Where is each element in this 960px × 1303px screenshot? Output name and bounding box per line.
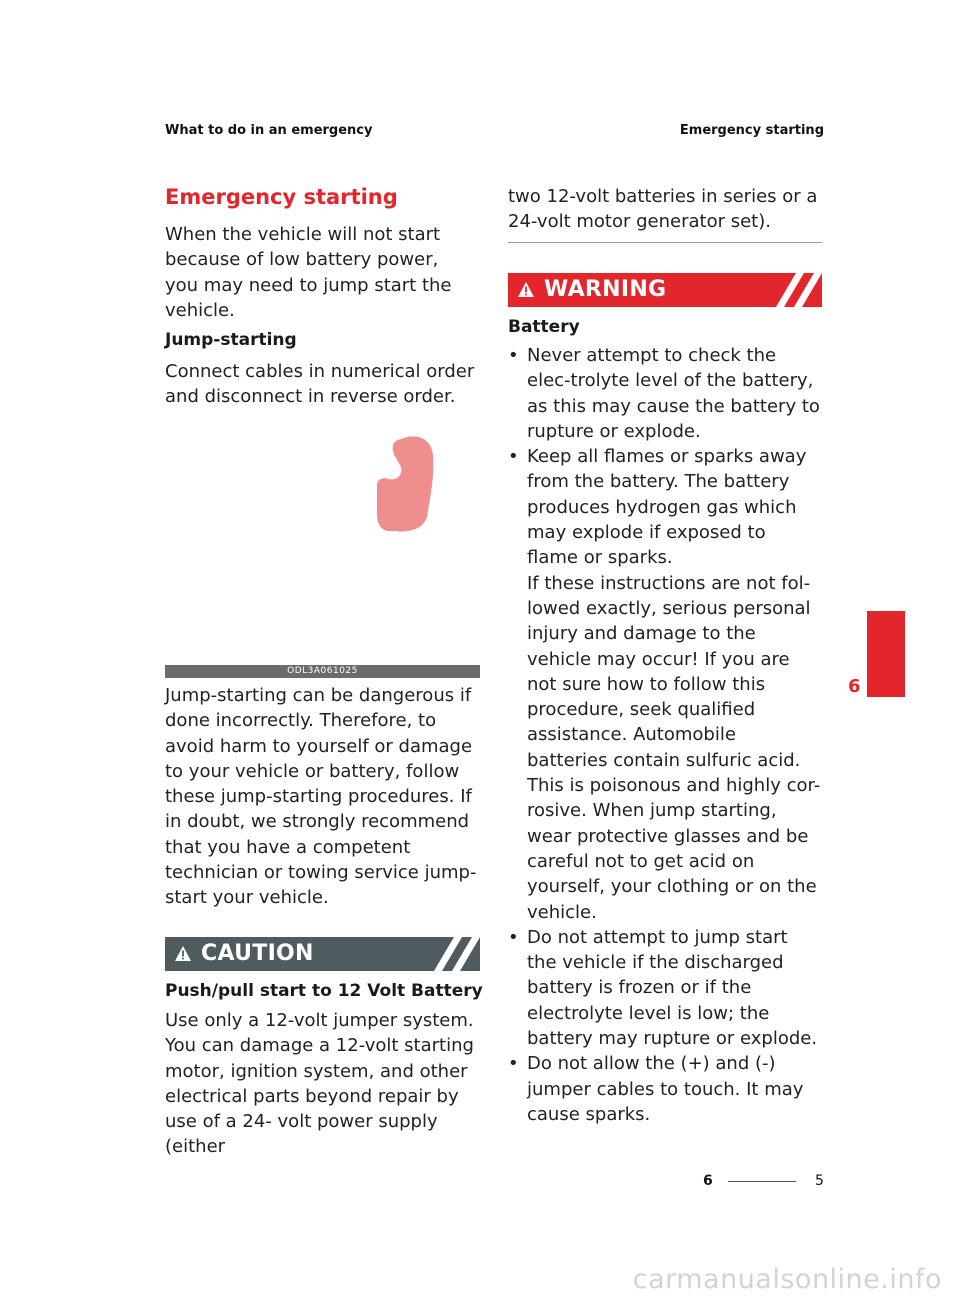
jump-start-illustration (165, 425, 480, 665)
list-item: • Do not attempt to jump start the vehicle if the discharged battery is frozen or if the electrolyte level is low; the battery may rupture or explode. (508, 926, 818, 1050)
running-header-left: What to do in an emergency (165, 123, 373, 138)
list-item: • Never attempt to check the elec-trolyte level of the battery, as this may cause the battery to rupture or explode. (508, 345, 820, 442)
diagonal-stripes-icon (772, 273, 822, 307)
clamp-illustration-icon (165, 425, 480, 665)
chapter-tab (867, 611, 905, 697)
footer-divider (728, 1181, 796, 1182)
warning-triangle-icon (175, 946, 191, 961)
bullet-text: Do not attempt to jump start the vehicle if the discharged battery is frozen or if the electrolyte level is low; the battery may rupture or explode. (527, 926, 818, 1050)
watermark: carmanualsonline.info (632, 1264, 942, 1295)
jump-starting-description: Jump-starting can be dangerous if done incorrectly. Therefore, to avoid harm to yourself or damage to your vehicle or battery, follow these jump-starting procedures. If in doubt, we strongly recommend that you have a competent technician or towing service jump-start your vehicle. (165, 685, 477, 909)
warning-triangle-icon (518, 282, 534, 297)
divider (508, 242, 822, 243)
warning-label: WARNING (544, 277, 667, 302)
chapter-tab-number: 6 (848, 676, 861, 697)
caution-continuation: two 12-volt batteries in series or a 24-volt motor generator set). (508, 186, 818, 233)
caution-heading: Push/pull start to 12 Volt Battery (165, 981, 483, 1001)
image-caption: ODL3A061025 (165, 665, 480, 678)
running-header-right: Emergency starting (679, 123, 824, 138)
section-title: Emergency starting (165, 185, 398, 209)
jump-starting-heading: Jump-starting (165, 330, 297, 350)
footer-page-number: 5 (815, 1173, 824, 1189)
list-item: • Keep all flames or sparks away from the battery. The battery produces hydrogen gas which may explode if exposed to flame or sparks. If these instructions are not fol-lowed exactly, serious personal injury and damage to the vehicle may occur! If you are not sure how to follow this procedure, seek qualified assistance. Automobile batteries contain sulfuric acid. This is poisonous and highly cor-rosive. When jump starting, wear protective glasses and be careful not to get acid on yourself, your clothing or on the vehicle. (508, 444, 822, 925)
footer-chapter-number: 6 (703, 1173, 713, 1189)
caution-label: CAUTION (201, 941, 314, 966)
intro-paragraph: When the vehicle will not start because of low battery power, you may need to jump start the vehicle. (165, 224, 452, 321)
caution-text: Use only a 12-volt jumper system. You can damage a 12-volt starting motor, ignition system, and other electrical parts beyond repair by use of a 24- volt power supply (either (165, 1010, 474, 1158)
warning-heading: Battery (508, 317, 580, 337)
bullet-text: Keep all flames or sparks away from the battery. The battery produces hydrogen gas which may explode if exposed to flame or sparks. (527, 446, 807, 569)
diagonal-stripes-icon (430, 937, 480, 971)
list-item: • Do not allow the (+) and (-) jumper cables to touch. It may cause sparks. (508, 1053, 804, 1125)
bullet-text: Do not allow the (+) and (-) jumper cables to touch. It may cause sparks. (527, 1053, 804, 1125)
jump-starting-text: Connect cables in numerical order and disconnect in reverse order. (165, 361, 475, 408)
bullet-text: Never attempt to check the elec-trolyte level of the battery, as this may cause the battery to rupture or explode. (527, 345, 820, 442)
warning-bullet-list (508, 343, 822, 1127)
caution-banner (165, 937, 480, 971)
bullet-extra-text: If these instructions are not fol-lowed exactly, serious personal injury and damage to the vehicle may occur! If you are not sure how to follow this procedure, seek qualified assistance. Automobile batteries contain sulfuric acid. This is poisonous and highly cor-rosive. When jump starting, wear protective glasses and be careful not to get acid on yourself, your clothing or on the vehicle. (527, 572, 821, 923)
warning-banner (508, 273, 822, 307)
